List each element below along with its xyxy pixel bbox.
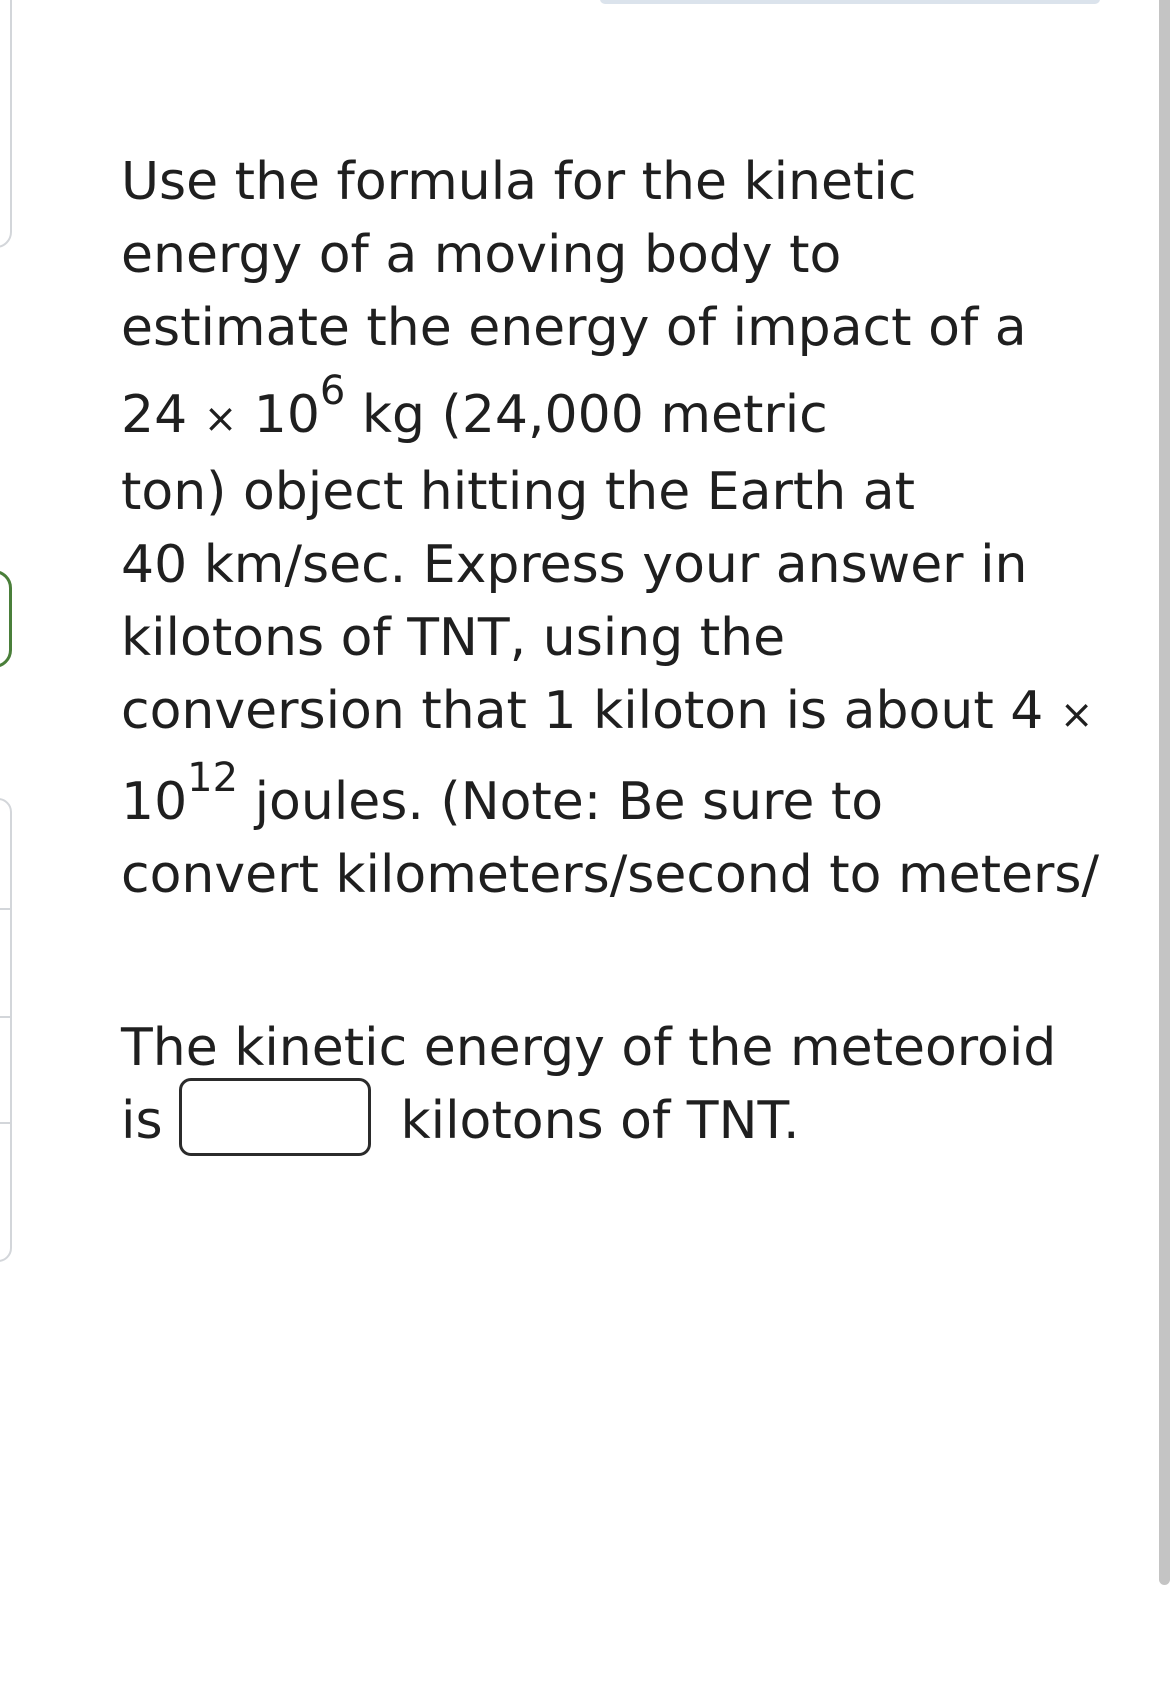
question-line: 40 km/sec. Express your answer in — [121, 535, 1028, 595]
answer-statement — [121, 1012, 1151, 1158]
list-divider — [0, 1122, 10, 1124]
answer-line-input — [121, 1085, 1151, 1158]
joules-text: joules. (Note: Be sure to — [254, 772, 884, 832]
question-line-conversion — [121, 675, 1151, 752]
mass-coefficient: 24 — [121, 385, 188, 445]
question-line: kilotons of TNT, using the — [121, 608, 786, 668]
question-line: ton) object hitting the Earth at — [121, 462, 915, 522]
conversion-text: conversion that 1 kiloton is about 4 — [121, 681, 1044, 741]
question-text — [121, 146, 1151, 912]
top-bar — [600, 0, 1100, 4]
question-line: convert kilometers/second to meters/ — [121, 845, 1099, 905]
answer-line: The kinetic energy of the meteoroid — [121, 1018, 1057, 1078]
mass-base: 10 — [253, 385, 320, 445]
list-divider — [0, 1016, 10, 1018]
question-line: energy of a moving body to — [121, 225, 842, 285]
question-line: estimate the energy of impact of a — [121, 298, 1027, 358]
answer-input[interactable] — [179, 1078, 371, 1156]
question-line-mass — [121, 368, 1151, 456]
left-panel-list[interactable] — [0, 798, 12, 1262]
times-sign: × — [203, 396, 238, 442]
question-line: Use the formula for the kinetic — [121, 152, 917, 212]
question-line-joules — [121, 755, 1151, 839]
answer-prefix: is — [121, 1091, 163, 1151]
mass-exponent: 6 — [319, 368, 346, 414]
mass-unit: kg (24,000 metric — [361, 385, 828, 445]
list-divider — [0, 908, 10, 910]
joules-base: 10 — [121, 772, 188, 832]
times-sign: × — [1059, 692, 1094, 738]
left-panel-card[interactable] — [0, 0, 12, 248]
joules-exponent: 12 — [187, 755, 239, 801]
answer-suffix: kilotons of TNT. — [400, 1091, 800, 1151]
scrollbar[interactable] — [1159, 0, 1170, 1585]
left-panel-selected-item[interactable] — [0, 570, 12, 668]
